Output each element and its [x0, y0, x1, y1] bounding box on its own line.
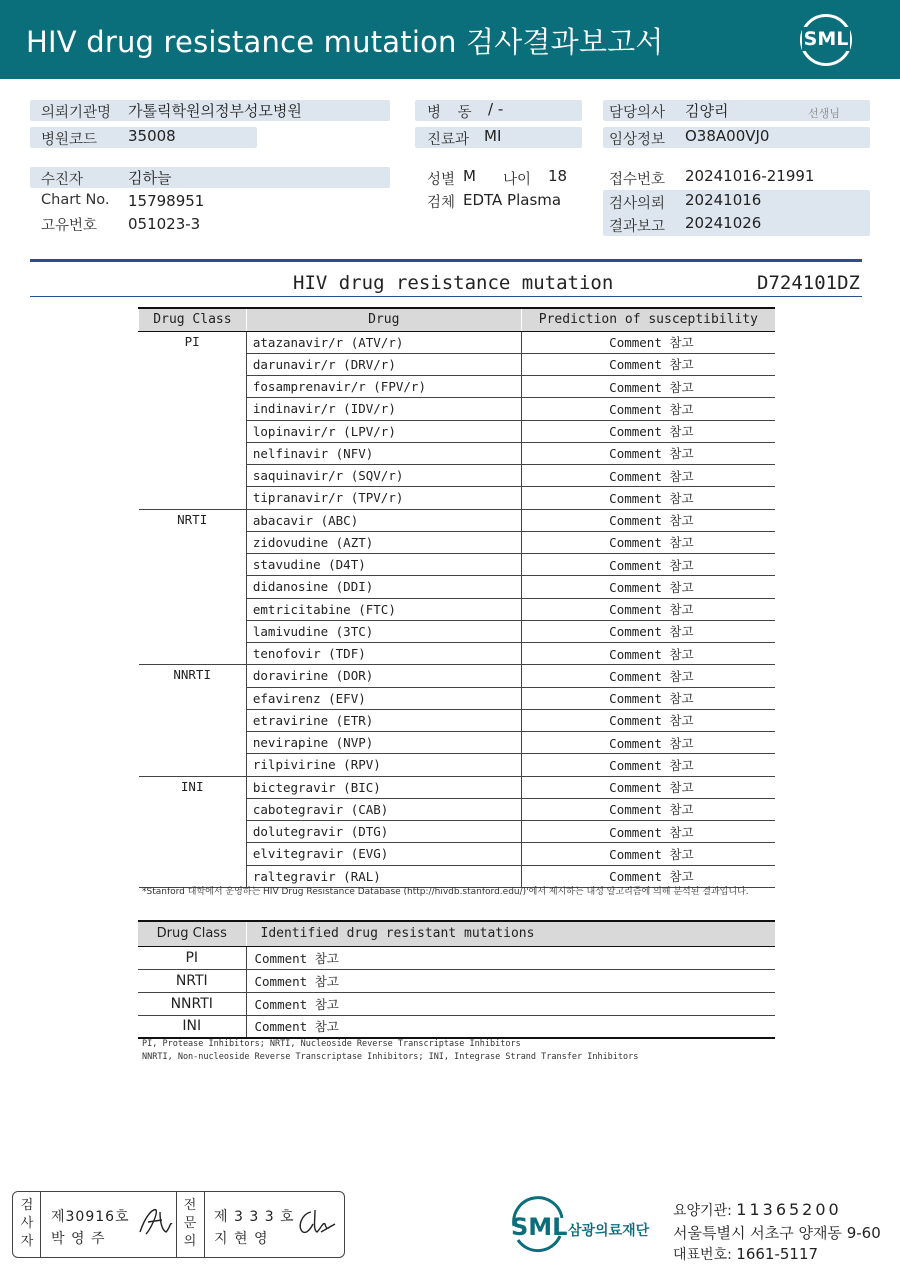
prediction-cell: Comment 참고 — [521, 776, 775, 798]
drug-name-cell: nelfinavir (NFV) — [246, 442, 521, 464]
hospital-code-value: 35008 — [128, 127, 176, 145]
mutation-class-cell: NRTI — [138, 969, 246, 992]
abbrev-line-2: NNRTI, Non-nucleoside Reverse Transcriptase Inhibitors; INI, Integrase Strand Transfer Inhibitors — [142, 1052, 639, 1062]
prediction-cell: Comment 참고 — [521, 331, 775, 353]
unique-value: 051023-3 — [128, 215, 201, 233]
drug-name-cell: doravirine (DOR) — [246, 665, 521, 687]
drug-name-cell: tipranavir/r (TPV/r) — [246, 487, 521, 509]
drug-name-cell: abacavir (ABC) — [246, 509, 521, 531]
specialist-license: 제 3 3 3 호 — [214, 1209, 295, 1225]
prediction-cell: Comment 참고 — [521, 398, 775, 420]
drug-name-cell: nevirapine (NVP) — [246, 732, 521, 754]
age-value: 18 — [548, 167, 568, 185]
mutation-row — [138, 1015, 775, 1038]
sig-divider-1 — [40, 1192, 41, 1257]
mutation-value-cell: Comment 참고 — [246, 992, 775, 1015]
specialist-label: 전 문 의 — [183, 1198, 197, 1249]
mutation-row — [138, 946, 775, 969]
clinical-value: O38A00VJ0 — [685, 127, 770, 145]
mutation-class-cell: INI — [138, 1015, 246, 1038]
mutation-value-cell: Comment 참고 — [246, 946, 775, 969]
drug-name-cell: raltegravir (RAL) — [246, 865, 521, 887]
mutation-table — [138, 920, 775, 1039]
department-label: 진료과 — [427, 132, 470, 148]
tester-label: 검 사 자 — [20, 1198, 34, 1249]
institution-code-label: 요양기관: — [673, 1203, 732, 1219]
prediction-cell: Comment 참고 — [521, 487, 775, 509]
drug-name-cell: cabotegravir (CAB) — [246, 798, 521, 820]
report-value: 20241026 — [685, 214, 762, 232]
unique-label: 고유번호 — [41, 218, 98, 234]
drug-name-cell: etravirine (ETR) — [246, 709, 521, 731]
institution-code-value: 11365200 — [736, 1200, 842, 1219]
doctor-value: 김양리 — [685, 102, 729, 120]
abbrev-line-1: PI, Protease Inhibitors; NRTI, Nucleoside Reverse Transcriptase Inhibitors — [142, 1039, 521, 1049]
mutation-header-row — [138, 921, 775, 946]
section-divider — [30, 259, 862, 262]
prediction-cell: Comment 참고 — [521, 509, 775, 531]
section-code: D724101DZ — [757, 272, 860, 294]
institution-code — [673, 1200, 842, 1220]
specialist-signature-icon — [295, 1206, 339, 1240]
drug-name-cell: indinavir/r (IDV/r) — [246, 398, 521, 420]
drug-name-cell: tenofovir (TDF) — [246, 643, 521, 665]
chart-label: Chart No. — [41, 192, 110, 208]
prediction-cell: Comment 참고 — [521, 353, 775, 375]
doctor-label: 담당의사 — [609, 105, 666, 121]
phone-value: 1661-5117 — [736, 1245, 819, 1263]
drug-name-cell: elvitegravir (EVG) — [246, 843, 521, 865]
drug-row — [139, 331, 776, 353]
report-title: HIV drug resistance mutation 검사결과보고서 — [26, 25, 664, 59]
ward-label: 병 동 — [427, 105, 478, 121]
sig-divider-2 — [176, 1192, 177, 1257]
ward-value: / - — [488, 100, 504, 118]
prediction-cell: Comment 참고 — [521, 821, 775, 843]
receipt-value: 20241016-21991 — [685, 167, 815, 185]
subject-value: 김하늘 — [128, 169, 172, 187]
header-prediction: Prediction of susceptibility — [521, 308, 775, 331]
mutation-header-mutations: Identified drug resistant mutations — [246, 921, 775, 946]
mutation-class-cell: NNRTI — [138, 992, 246, 1015]
prediction-cell: Comment 참고 — [521, 531, 775, 553]
prediction-cell: Comment 참고 — [521, 554, 775, 576]
drug-name-cell: lamivudine (3TC) — [246, 620, 521, 642]
section-underline — [30, 296, 862, 297]
prediction-cell: Comment 참고 — [521, 598, 775, 620]
sex-label: 성별 — [427, 172, 456, 188]
mutation-header-class: Drug Class — [138, 921, 246, 946]
header-drug: Drug — [246, 308, 521, 331]
prediction-cell: Comment 참고 — [521, 442, 775, 464]
mutation-value-cell: Comment 참고 — [246, 969, 775, 992]
report-header — [0, 0, 900, 79]
prediction-cell: Comment 참고 — [521, 376, 775, 398]
specimen-label: 검체 — [427, 195, 456, 211]
prediction-cell: Comment 참고 — [521, 732, 775, 754]
prediction-cell: Comment 참고 — [521, 643, 775, 665]
sig-divider-3 — [204, 1192, 205, 1257]
phone-label: 대표번호: — [673, 1247, 732, 1263]
org-phone — [673, 1244, 818, 1264]
drug-row — [139, 509, 776, 531]
hospital-code-label: 병원코드 — [41, 132, 98, 148]
stanford-footnote: *Stanford 대학에서 운영하는 HIV Drug Resistance Database (http://hivdb.stanford.edu/)'에서 제시하는 내성 알고리즘에 의해 분석된 결과입니다. — [142, 887, 749, 897]
clinical-label: 임상정보 — [609, 132, 666, 148]
subject-label: 수진자 — [41, 172, 84, 188]
drug-name-cell: fosamprenavir/r (FPV/r) — [246, 376, 521, 398]
prediction-cell: Comment 참고 — [521, 754, 775, 776]
org-address: 서울특별시 서초구 양재동 9-60 — [673, 1224, 881, 1242]
prediction-cell: Comment 참고 — [521, 798, 775, 820]
drug-name-cell: didanosine (DDI) — [246, 576, 521, 598]
sml-footer-logo-text: SML — [511, 1213, 568, 1241]
mutation-row — [138, 992, 775, 1015]
drug-name-cell: stavudine (D4T) — [246, 554, 521, 576]
header-drug-class: Drug Class — [139, 308, 247, 331]
prediction-cell: Comment 참고 — [521, 865, 775, 887]
prediction-cell: Comment 참고 — [521, 576, 775, 598]
drug-class-cell: NRTI — [139, 509, 247, 665]
tester-name: 박 영 주 — [51, 1231, 106, 1247]
susceptibility-header-row — [139, 308, 776, 331]
doctor-suffix: 선생님 — [808, 107, 840, 120]
prediction-cell: Comment 참고 — [521, 687, 775, 709]
drug-name-cell: saquinavir/r (SQV/r) — [246, 465, 521, 487]
specimen-value: EDTA Plasma — [463, 191, 562, 209]
drug-name-cell: dolutegravir (DTG) — [246, 821, 521, 843]
chart-value: 15798951 — [128, 192, 205, 210]
prediction-cell: Comment 참고 — [521, 665, 775, 687]
prediction-cell: Comment 참고 — [521, 465, 775, 487]
sml-logo-text: SML — [803, 28, 849, 50]
signature-box — [12, 1191, 345, 1258]
age-label: 나이 — [503, 172, 532, 188]
section-title: HIV drug resistance mutation — [293, 272, 614, 294]
report-label: 결과보고 — [609, 219, 666, 235]
org-name: 삼광의료재단 — [568, 1223, 650, 1239]
mutation-row — [138, 969, 775, 992]
drug-name-cell: atazanavir/r (ATV/r) — [246, 331, 521, 353]
drug-class-cell: NNRTI — [139, 665, 247, 776]
receipt-label: 접수번호 — [609, 172, 666, 188]
prediction-cell: Comment 참고 — [521, 709, 775, 731]
drug-name-cell: darunavir/r (DRV/r) — [246, 353, 521, 375]
request-label: 검사의뢰 — [609, 196, 666, 212]
institution-label: 의뢰기관명 — [41, 105, 112, 121]
drug-row — [139, 665, 776, 687]
institution-value: 가톨릭학원의정부성모병원 — [128, 102, 302, 120]
drug-name-cell: zidovudine (AZT) — [246, 531, 521, 553]
drug-name-cell: emtricitabine (FTC) — [246, 598, 521, 620]
tester-signature-icon — [136, 1204, 176, 1240]
susceptibility-table — [138, 307, 775, 888]
prediction-cell: Comment 참고 — [521, 620, 775, 642]
mutation-class-cell: PI — [138, 946, 246, 969]
drug-class-cell: INI — [139, 776, 247, 887]
drug-name-cell: bictegravir (BIC) — [246, 776, 521, 798]
tester-license: 제30916호 — [51, 1209, 130, 1225]
drug-row — [139, 776, 776, 798]
drug-class-cell: PI — [139, 331, 247, 509]
sex-value: M — [463, 167, 476, 185]
drug-name-cell: rilpivirine (RPV) — [246, 754, 521, 776]
shade-subject — [30, 167, 390, 188]
specialist-name: 지 현 영 — [214, 1231, 269, 1247]
mutation-value-cell: Comment 참고 — [246, 1015, 775, 1038]
prediction-cell: Comment 참고 — [521, 420, 775, 442]
department-value: MI — [484, 127, 502, 145]
prediction-cell: Comment 참고 — [521, 843, 775, 865]
drug-name-cell: lopinavir/r (LPV/r) — [246, 420, 521, 442]
drug-name-cell: efavirenz (EFV) — [246, 687, 521, 709]
request-value: 20241016 — [685, 191, 762, 209]
